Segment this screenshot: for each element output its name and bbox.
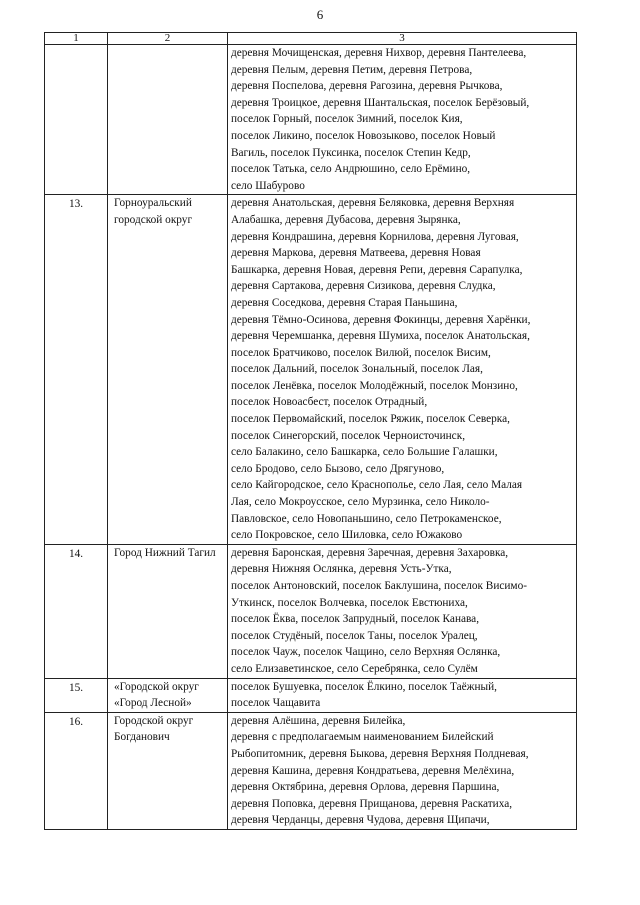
settlement-line: деревня с предполагаемым наименованием Билейский xyxy=(231,731,494,744)
row-number xyxy=(45,45,108,195)
row-number: 15. xyxy=(45,678,108,712)
settlement-line: деревня Нижняя Ослянка, деревня Усть-Утка, xyxy=(231,563,452,576)
settlement-line: поселок Братчиково, поселок Вилюй, поселок Висим, xyxy=(231,346,491,359)
settlement-line: деревня Тёмно-Осинова, деревня Фокинцы, деревня Харёнки, xyxy=(231,313,531,326)
municipality-name xyxy=(108,45,228,195)
settlement-line: село Елизаветинское, село Серебрянка, село Сулём xyxy=(231,662,478,675)
row-number: 13. xyxy=(45,195,108,544)
settlement-line: поселок Чащавита xyxy=(231,697,321,710)
settlement-line: Алабашка, деревня Дубасова, деревня Зырянка, xyxy=(231,213,461,226)
settlement-line: Павловское, село Новопаньшино, село Петрокаменское, xyxy=(231,512,502,525)
settlement-line: деревня Октябрина, деревня Орлова, деревня Паршина, xyxy=(231,781,500,794)
table-row xyxy=(45,195,577,544)
header-col-2: 2 xyxy=(108,33,228,45)
header-col-3: 3 xyxy=(228,33,577,45)
settlements-table xyxy=(44,32,577,830)
settlement-line: деревня Мочищенская, деревня Нихвор, деревня Пантелеева, xyxy=(231,47,527,59)
settlement-line: деревня Кондрашина, деревня Корнилова, деревня Луговая, xyxy=(231,230,519,243)
header-col-1: 1 xyxy=(45,33,108,45)
settlement-line: деревня Маркова, деревня Матвеева, деревня Новая xyxy=(231,247,481,260)
settlement-line: село Бродово, село Бызово, село Дрягуново, xyxy=(231,462,445,475)
table-row xyxy=(45,544,577,678)
table-header-row xyxy=(45,33,577,45)
settlement-list xyxy=(228,195,577,544)
settlement-line: деревня Сартакова, деревня Сизикова, деревня Слудка, xyxy=(231,280,496,293)
settlement-line: Рыбопитомник, деревня Быкова, деревня Верхняя Полдневая, xyxy=(231,747,529,760)
row-number: 16. xyxy=(45,712,108,829)
table-row xyxy=(45,712,577,829)
row-number: 14. xyxy=(45,544,108,678)
settlement-line: поселок Синегорский, поселок Черноисточинск, xyxy=(231,429,466,442)
municipality-name: Городской округ Богданович xyxy=(108,712,228,829)
settlement-line: Башкарка, деревня Новая, деревня Репи, деревня Сарапулка, xyxy=(231,263,523,276)
settlement-line: поселок Горный, поселок Зимний, поселок Кия, xyxy=(231,113,463,126)
settlement-list xyxy=(228,544,577,678)
settlement-line: село Кайгородское, село Краснополье, село Лая, село Малая xyxy=(231,479,523,492)
settlement-line: Уткинск, поселок Волчевка, поселок Евстюниха, xyxy=(231,596,468,609)
settlement-line: поселок Дальний, поселок Зональный, поселок Лая, xyxy=(231,363,483,376)
settlement-line: деревня Черемшанка, деревня Шумиха, поселок Анатольская, xyxy=(231,330,530,343)
settlement-line: деревня Баронская, деревня Заречная, деревня Захаровка, xyxy=(231,546,509,559)
settlement-line: село Шабурово xyxy=(231,179,305,192)
settlement-line: село Покровское, село Шиловка, село Южаково xyxy=(231,529,463,542)
page-number: 6 xyxy=(316,7,324,22)
settlement-line: поселок Ёква, поселок Запрудный, поселок Канава, xyxy=(231,613,480,626)
municipality-name: Горноуральский городской округ xyxy=(108,195,228,544)
settlement-line: деревня Соседкова, деревня Старая Паньшина, xyxy=(231,296,458,309)
settlement-line: деревня Поповка, деревня Прищанова, деревня Раскатиха, xyxy=(231,797,513,810)
settlement-line: поселок Студёный, поселок Таны, поселок Уралец, xyxy=(231,629,478,642)
settlement-line: деревня Поспелова, деревня Рагозина, деревня Рычкова, xyxy=(231,80,503,93)
settlement-line: поселок Чауж, поселок Чащино, село Верхняя Ослянка, xyxy=(231,646,501,659)
settlement-line: деревня Троицкое, деревня Шантальская, поселок Берёзовый, xyxy=(231,96,530,109)
municipality-name: Город Нижний Тагил xyxy=(108,544,228,678)
settlement-line: поселок Ликино, поселок Новозыково, поселок Новый xyxy=(231,129,496,142)
table-row xyxy=(45,678,577,712)
settlement-line: поселок Татька, село Андрюшино, село Ерёмино, xyxy=(231,163,471,176)
settlement-list xyxy=(228,678,577,712)
settlement-line: деревня Алёшина, деревня Билейка, xyxy=(231,714,406,727)
settlement-line: поселок Антоновский, поселок Баклушина, поселок Висимо- xyxy=(231,580,527,592)
settlement-line: Лая, село Мокроусское, село Мурзинка, село Николо- xyxy=(231,496,490,509)
settlement-list xyxy=(228,45,577,195)
settlement-line: поселок Первомайский, поселок Ряжик, поселок Северка, xyxy=(231,413,510,426)
settlement-line: поселок Новоасбест, поселок Отрадный, xyxy=(231,396,428,409)
settlement-line: деревня Черданцы, деревня Чудова, деревня Щипачи, xyxy=(231,814,490,827)
settlement-line: Вагиль, поселок Пуксинка, поселок Степин Кедр, xyxy=(231,146,471,159)
settlement-line: поселок Ленёвка, поселок Молодёжный, поселок Монзино, xyxy=(231,379,518,392)
municipality-name: «Городской округ «Город Лесной» xyxy=(108,678,228,712)
settlement-list xyxy=(228,712,577,829)
settlement-line: деревня Анатольская, деревня Беляковка, деревня Верхняя xyxy=(231,197,515,210)
settlement-line: деревня Пелым, деревня Петим, деревня Петрова, xyxy=(231,63,473,76)
settlement-line: деревня Кашина, деревня Кондратьева, деревня Мелёхина, xyxy=(231,764,515,777)
settlement-line: село Балакино, село Башкарка, село Большие Галашки, xyxy=(231,446,498,459)
settlement-line: поселок Бушуевка, поселок Ёлкино, поселок Таёжный, xyxy=(231,680,497,693)
table-row xyxy=(45,45,577,195)
